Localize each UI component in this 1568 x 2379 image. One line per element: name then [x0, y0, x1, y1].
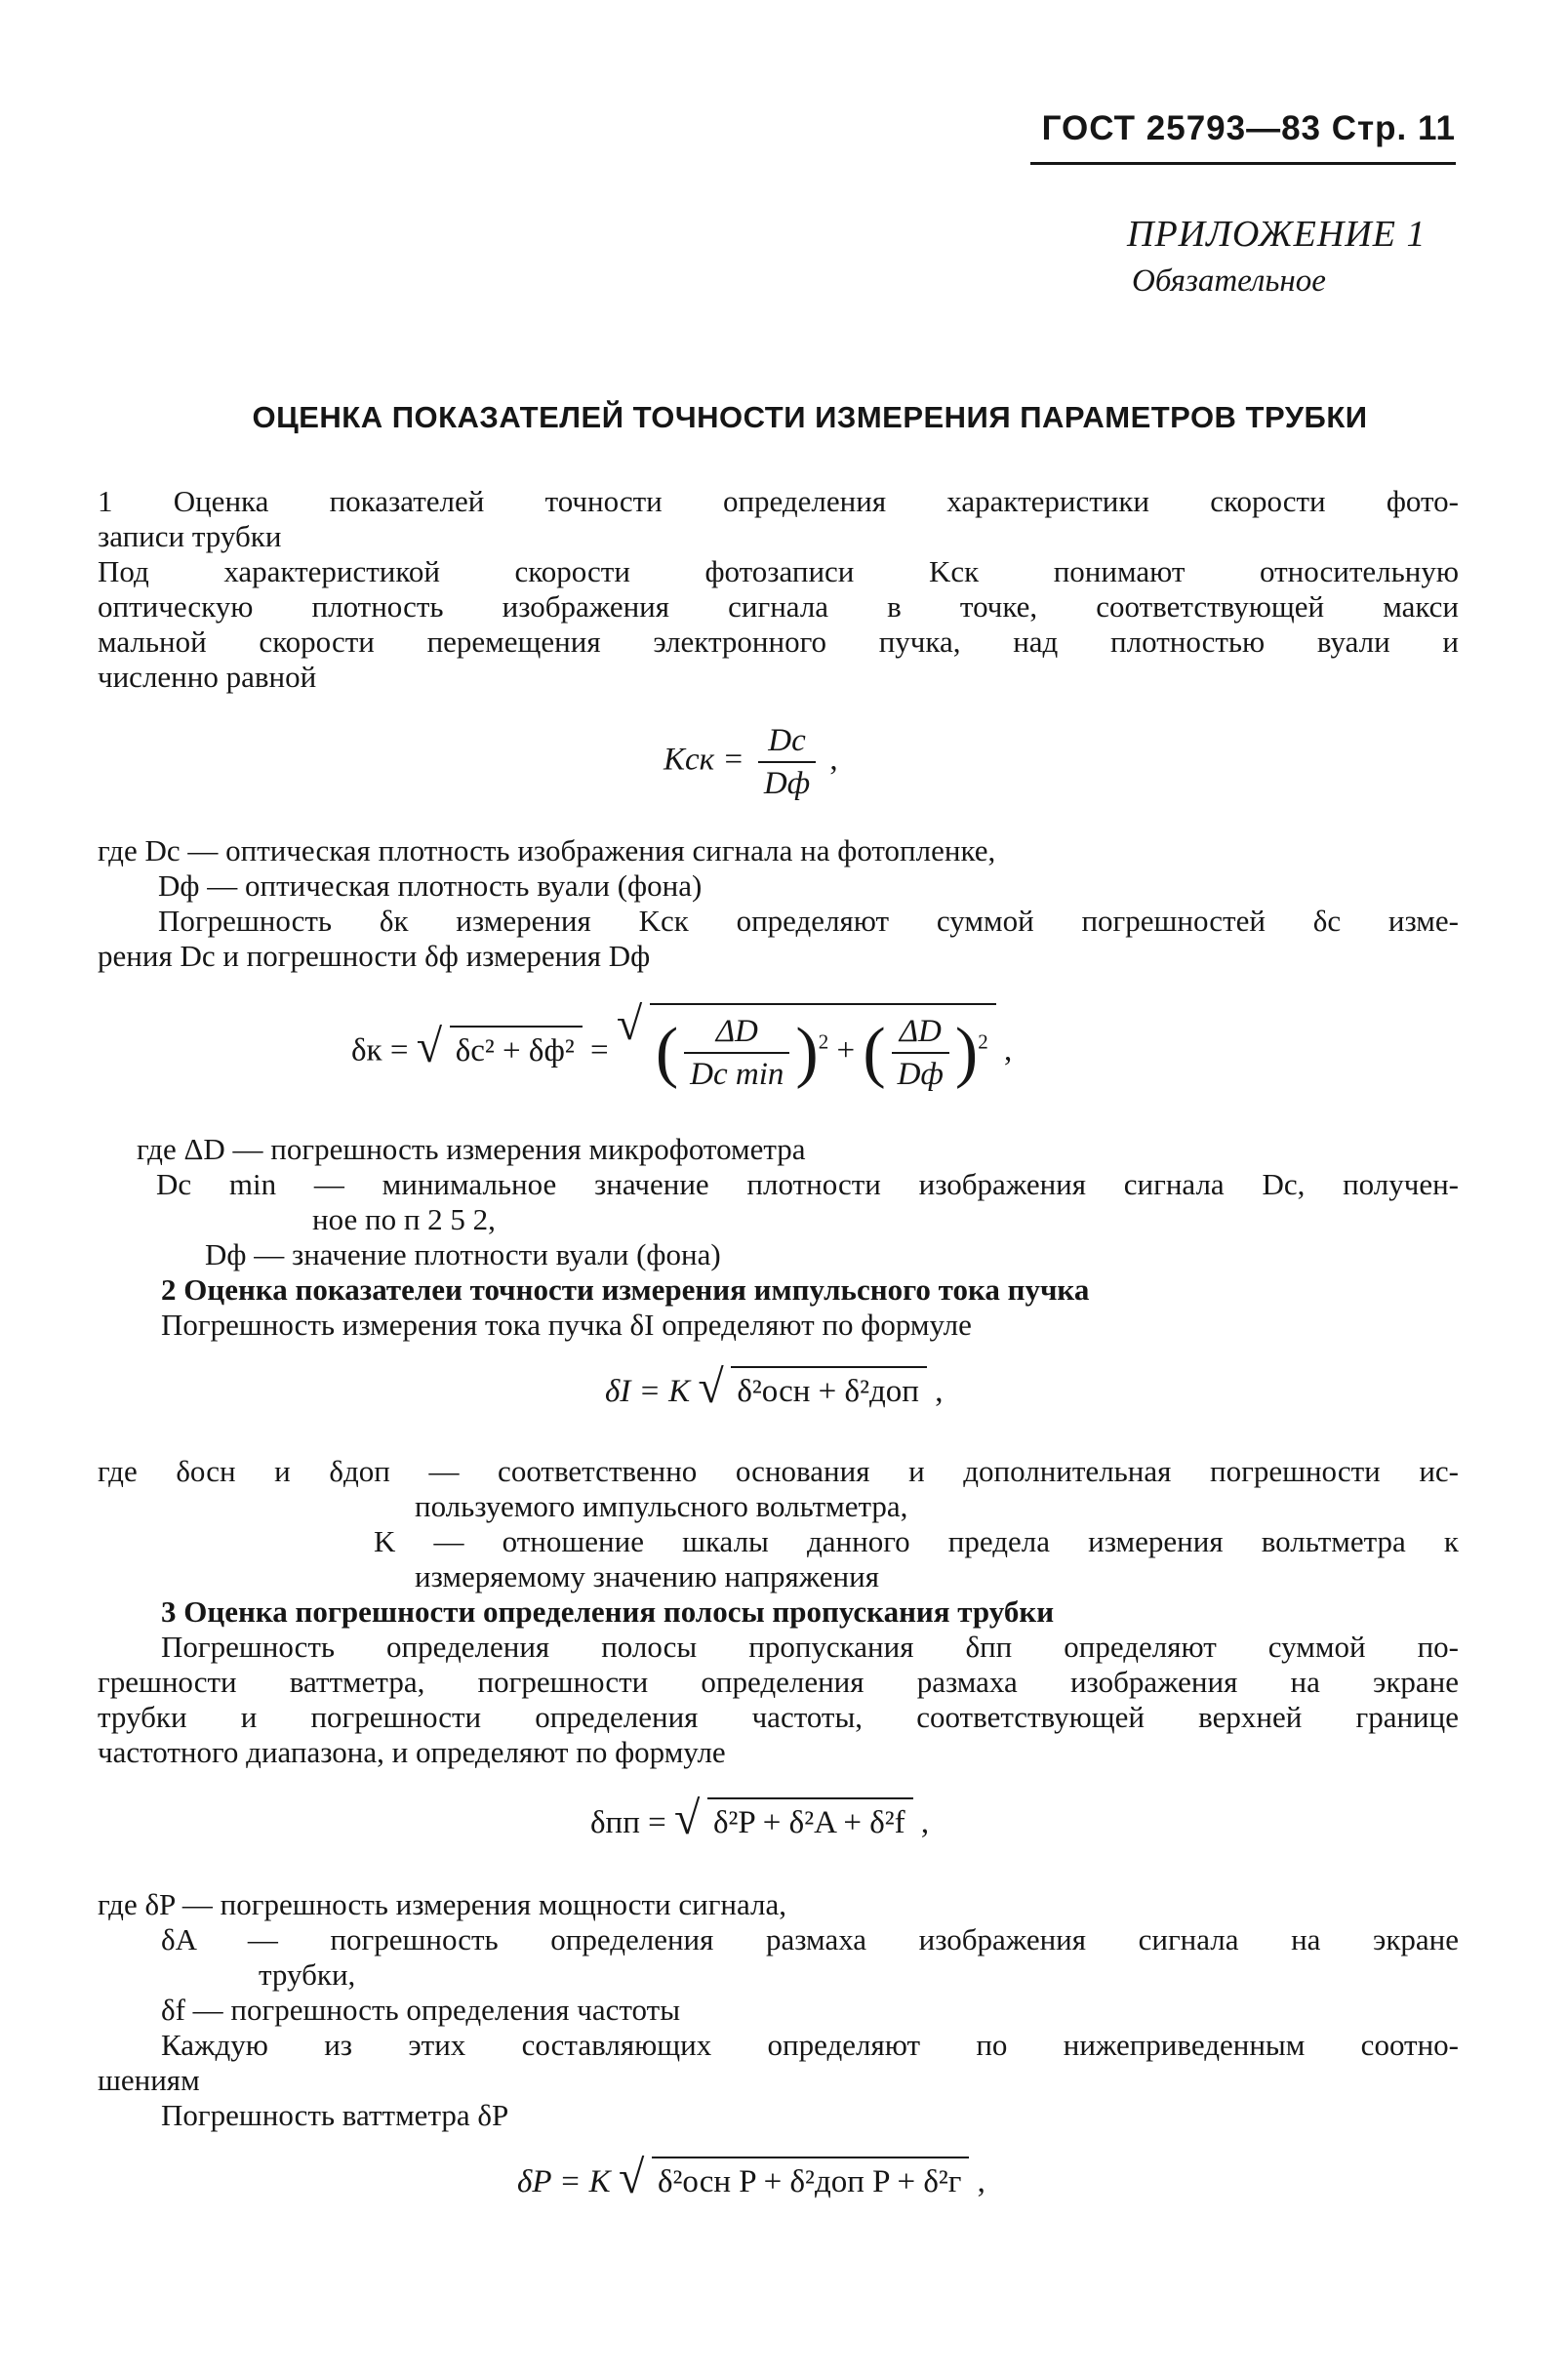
section-heading: 3 Оценка погрешности определения полосы пропускания трубки — [161, 1594, 1055, 1629]
text-line: Dф — оптическая плотность вуали (фона) — [158, 868, 703, 903]
denominator: Dф — [763, 766, 811, 801]
text-line: где ΔD — погрешность измерения микрофотометра — [137, 1132, 806, 1166]
radicand: δ²осн + δ²доп — [731, 1366, 927, 1410]
formula-tail: , — [829, 742, 838, 778]
text-line: Dc min — минимальное значение плотности изображения сигнала Dс, получен- — [156, 1167, 1459, 1201]
paren-open-icon: ( — [655, 1015, 679, 1090]
paren-open-icon: ( — [863, 1015, 886, 1090]
text-line: трубки, — [259, 1957, 356, 1992]
text-line: Dф — значение плотности вуали (фона) — [205, 1237, 721, 1271]
formula-tail: , — [1003, 1032, 1013, 1069]
text-line: грешности ваттметра, погрешности определения размаха изображения на экране — [98, 1665, 1459, 1699]
fraction — [892, 1011, 949, 1095]
formula-lhs: Kск = — [663, 742, 744, 778]
text-line: измеряемому значению напряжения — [415, 1559, 879, 1593]
denominator: Dc min — [690, 1057, 784, 1092]
page-title: ОЦЕНКА ПОКАЗАТЕЛЕЙ ТОЧНОСТИ ИЗМЕРЕНИЯ ПАРАМЕТРОВ ТРУБКИ — [252, 400, 1368, 434]
root-sign-icon: √ — [673, 1793, 701, 1844]
formula-eq: = — [589, 1032, 609, 1069]
fraction — [758, 720, 816, 804]
text-line: Погрешность ваттметра δP — [161, 2098, 509, 2132]
radicand: δс² + δф² — [450, 1026, 583, 1069]
text-line: где δосн и δдоп — соответственно основания и дополнительная погрешности ис- — [98, 1454, 1459, 1488]
header-rule — [1030, 162, 1456, 165]
text-line: численно равной — [98, 660, 317, 694]
text-line: трубки и погрешности определения частоты, соответствующей верхней границе — [98, 1700, 1459, 1734]
radical — [616, 998, 996, 1095]
numerator: ΔD — [892, 1011, 949, 1054]
radical — [673, 1793, 913, 1844]
formula-delta-i — [605, 1361, 944, 1413]
radical — [618, 2152, 969, 2203]
formula-tail: , — [977, 2164, 985, 2199]
radicand: δ²осн P + δ²доп P + δ²г — [652, 2157, 969, 2200]
text-line: Под характеристикой скорости фотозаписи Kск понимают относительную — [98, 554, 1459, 588]
text-line: ное по п 2 5 2, — [312, 1202, 496, 1236]
formula-kck — [663, 720, 838, 804]
paren-close-icon: ) — [795, 1015, 819, 1090]
numerator: ΔD — [684, 1011, 789, 1054]
text-line: δA — погрешность определения размаха изображения сигнала на экране — [161, 1922, 1459, 1956]
text-line: рения Dс и погрешности δф измерения Dф — [98, 939, 651, 973]
text-line: пользуемого импульсного вольтметра, — [415, 1489, 908, 1523]
root-sign-icon: √ — [618, 2152, 645, 2203]
formula-lhs: δP = K — [517, 2164, 611, 2199]
section-heading: 2 Оценка показателеи точности измерения импульсного тока пучка — [161, 1272, 1090, 1307]
text-line: Погрешность δк измерения Kск определяют суммой погрешностей δс изме- — [158, 904, 1459, 938]
text-line: Погрешность измерения тока пучка δI определяют по формуле — [161, 1308, 972, 1342]
formula-delta-k — [351, 998, 1013, 1095]
appendix-label: ПРИЛОЖЕНИЕ 1 — [1127, 214, 1427, 255]
radicand-group: ( $\frac{\Delta D}{\text{Dc min}}$ )$^2$ + ( $\frac{\Delta D}{Dф}$ )$^2$ — [650, 1003, 996, 1095]
denominator: Dф — [897, 1057, 944, 1092]
text-line: δf — погрешность определения частоты — [161, 1993, 681, 2027]
radicand: δ²P + δ²A + δ²f — [707, 1797, 913, 1841]
text-line: частотного диапазона, и определяют по формуле — [98, 1735, 726, 1769]
formula-delta-pp — [590, 1793, 930, 1844]
page-header: ГОСТ 25793—83 Стр. 11 — [1041, 109, 1456, 147]
text-line: записи трубки — [98, 519, 282, 553]
root-sign-icon: √ — [616, 998, 643, 1050]
text-line: где Dс — оптическая плотность изображения сигнала на фотопленке, — [98, 833, 996, 867]
radical — [698, 1361, 927, 1413]
formula-delta-p — [517, 2152, 985, 2203]
formula-lhs: δпп = — [590, 1805, 666, 1840]
formula-tail: , — [920, 1805, 930, 1840]
appendix-status: Обязательное — [1132, 263, 1326, 299]
text-line: мальной скорости перемещения электронного пучка, над плотностью вуали и — [98, 625, 1459, 659]
text-line: 1 Оценка показателей точности определения характеристики скорости фото- — [98, 484, 1459, 518]
text-line: шениям — [98, 2063, 200, 2097]
text-line: Каждую из этих составляющих определяют по нижеприведенным соотно- — [161, 2028, 1459, 2062]
root-sign-icon: √ — [416, 1020, 443, 1072]
fraction — [684, 1011, 789, 1095]
root-sign-icon: √ — [698, 1361, 724, 1413]
formula-lhs: δI = K — [605, 1374, 691, 1409]
radical — [416, 1020, 583, 1072]
text-line: где δP — погрешность измерения мощности сигнала, — [98, 1887, 787, 1921]
text-line: K — отношение шкалы данного предела измерения вольтметра к — [374, 1524, 1459, 1558]
numerator: Dс — [758, 720, 816, 763]
text-line: Погрешность определения полосы пропускания δпп определяют суммой по- — [161, 1630, 1459, 1664]
paren-close-icon: ) — [954, 1015, 979, 1090]
formula-tail: , — [935, 1374, 944, 1409]
text-line: оптическую плотность изображения сигнала в точке, соответствующей макси — [98, 589, 1459, 624]
formula-lhs: δк = — [351, 1032, 409, 1069]
